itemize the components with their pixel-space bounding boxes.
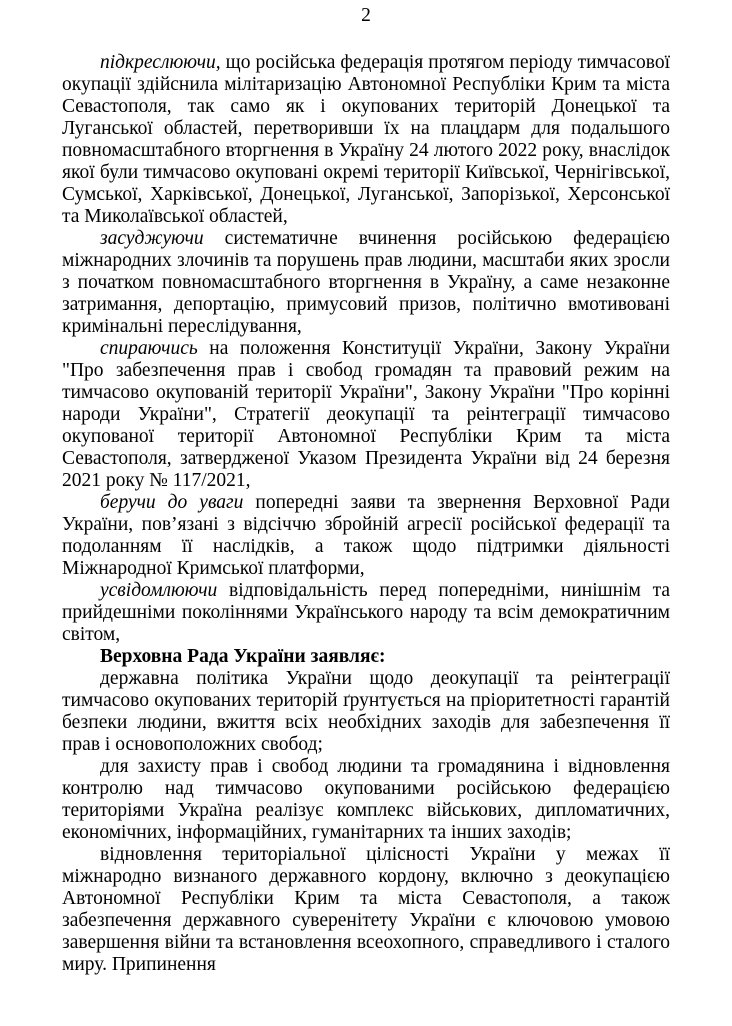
statements-section [62,668,670,976]
preamble-paragraph: усвідомлюючи відповідальність перед попередніми, нинішнім та прийдешніми поколіннями Українського народу та всім демократичним світом, [62,580,670,645]
preamble-paragraph: беручи до уваги попередні заяви та звернення Верховної Ради України, пов’язані з відсіччю збройній агресії російської федерації та подоланням її наслідків, а також щодо підтримки діяльності Міжнародної Кримської платформи, [62,492,670,579]
preamble-paragraph: спираючись на положення Конституції України, Закону України "Про забезпечення прав і свобод громадян та правовий режим на тимчасово окупованій території України", Закону України "Про корінні народи України", Стратегії деокупації та реінтеграції тимчасово окупованої території Автономної Республіки Крим та міста Севастополя, затвердженої Указом Президента України від 24 березня 2021 року № 117/2021, [62,338,670,491]
statement-paragraph: державна політика України щодо деокупації та реінтеграції тимчасово окупованих територій ґрунтується на пріоритетності гарантій безпеки людини, вжиття всіх необхідних заходів для забезпечення її прав і основоположних свобод; [62,668,670,755]
page-number: 2 [361,5,371,26]
paragraph-lead: усвідомлюючи [100,580,218,601]
document-content [62,52,670,976]
paragraph-lead: підкреслюючи, [100,52,221,73]
preamble-section [62,52,670,646]
declaration-heading: Верховна Рада України заявляє: [100,646,386,667]
statement-paragraph: відновлення територіальної цілісності України у межах її міжнародно визнаного державного кордону, включно з деокупацією Автономної Республіки Крим та міста Севастополя, а також забезпечення державного суверенітету України є ключовою умовою завершення війни та встановлення всеохопного, справедливого і сталого миру. Припинення [62,844,670,975]
preamble-paragraph: засуджуючи систематичне вчинення російською федерацією міжнародних злочинів та порушень прав людини, масштаби яких зросли з початком повномасштабного вторгнення в Україну, а саме незаконне затримання, депортацію, примусовий призов, політично вмотивовані кримінальні переслідування, [62,228,670,337]
paragraph-lead: засуджуючи [100,228,204,249]
preamble-paragraph: підкреслюючи, що російська федерація протягом періоду тимчасової окупації здійснила мілітаризацію Автономної Республіки Крим та міста Севастополя, так само як і окупованих територій Донецької та Луганської областей, перетворивши їх на плацдарм для подальшого повномасштабного вторгнення в Україну 24 лютого 2022 року, внаслідок якої були тимчасово окуповані окремі території Київської, Чернігівської, Сумської, Харківської, Донецької, Луганської, Запорізької, Херсонської та Миколаївської областей, [62,52,670,227]
paragraph-lead: беручи до уваги [100,492,244,513]
statement-paragraph: для захисту прав і свобод людини та громадянина і відновлення контролю над тимчасово окупованими російською федерацією територіями Україна реалізує комплекс військових, дипломатичних, економічних, інформаційних, гуманітарних та інших заходів; [62,756,670,843]
paragraph-lead: спираючись [100,338,198,359]
